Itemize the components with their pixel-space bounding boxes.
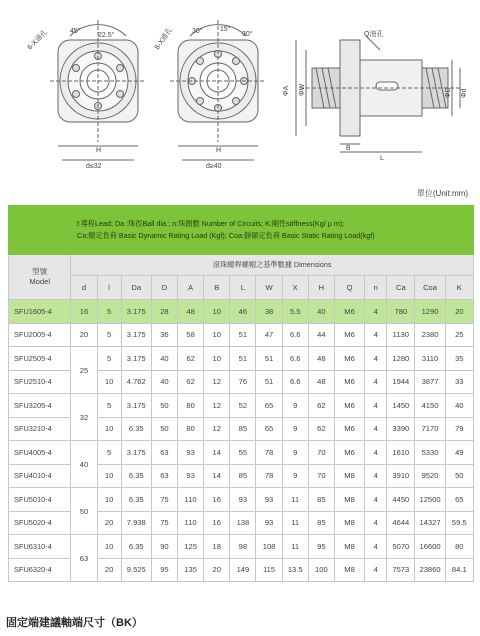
model-cell: SFU5020-4 <box>9 511 71 535</box>
value-cell: 76 <box>230 370 256 394</box>
value-cell: 85 <box>230 464 256 488</box>
value-cell: 4 <box>365 488 387 512</box>
value-cell: 1610 <box>387 441 415 465</box>
value-cell: 10 <box>97 464 121 488</box>
value-cell: 3.175 <box>121 394 151 418</box>
value-cell: 5 <box>97 441 121 465</box>
flange2-dim-h: H <box>216 147 222 154</box>
value-cell: 12 <box>204 417 230 441</box>
value-cell: 4450 <box>387 488 415 512</box>
flange1-holes: 6-X通孔 <box>26 28 50 52</box>
model-cell: SFU4010-4 <box>9 464 71 488</box>
value-cell: 75 <box>151 511 177 535</box>
value-cell: 50 <box>151 394 177 418</box>
value-cell: 11 <box>282 511 308 535</box>
model-header-en: Model <box>29 277 51 286</box>
value-cell: 12500 <box>415 488 445 512</box>
nut-side-drawing <box>296 36 460 152</box>
table-row <box>9 535 474 559</box>
flange1-dim-h: H <box>96 147 102 154</box>
value-cell: 115 <box>256 558 282 582</box>
column-header-row <box>9 276 474 300</box>
value-cell: 6.6 <box>282 347 308 371</box>
value-cell: 3.175 <box>121 347 151 371</box>
value-cell: 33 <box>445 370 473 394</box>
flange1-dim-d: d≤32 <box>86 163 102 170</box>
value-cell: 93 <box>230 488 256 512</box>
value-cell: 18 <box>204 535 230 559</box>
value-cell: 93 <box>256 488 282 512</box>
shaft-diameter-cell: 63 <box>71 535 97 582</box>
value-cell: 63 <box>151 464 177 488</box>
value-cell: 5070 <box>387 535 415 559</box>
table-row <box>9 300 474 324</box>
value-cell: 70 <box>308 464 334 488</box>
column-header: d <box>71 276 97 300</box>
value-cell: 78 <box>256 464 282 488</box>
value-cell: 4 <box>365 323 387 347</box>
value-cell: 58 <box>178 323 204 347</box>
value-cell: 70 <box>308 441 334 465</box>
value-cell: 6.35 <box>121 488 151 512</box>
value-cell: M8 <box>334 464 364 488</box>
value-cell: 149 <box>230 558 256 582</box>
value-cell: 6.6 <box>282 323 308 347</box>
value-cell: 44 <box>308 323 334 347</box>
value-cell: 49 <box>445 441 473 465</box>
model-cell: SFU4005-4 <box>9 441 71 465</box>
section-footer-title: 固定端建議軸端尺寸（BK） <box>6 617 143 629</box>
value-cell: 5330 <box>415 441 445 465</box>
value-cell: 28 <box>151 300 177 324</box>
value-cell: M8 <box>334 558 364 582</box>
value-cell: 55 <box>230 441 256 465</box>
model-cell: SFU1605-4 <box>9 300 71 324</box>
side-q-label: Q油孔 <box>364 31 384 38</box>
table-row <box>9 323 474 347</box>
model-header-zh: 型號 <box>32 267 48 276</box>
shaft-diameter-cell: 32 <box>71 394 97 441</box>
legend-line-1: l:導程Lead; Da :珠徑Ball dia.; n:珠圈數 Number of Circuits; K:剛性stiffness(Kg/ μ m); <box>77 219 345 228</box>
model-cell: SFU2005-4 <box>9 323 71 347</box>
value-cell: 85 <box>308 511 334 535</box>
column-header: Ca <box>387 276 415 300</box>
value-cell: M6 <box>334 370 364 394</box>
value-cell: 80 <box>178 417 204 441</box>
flange2-holes: 8-X通孔 <box>153 26 174 52</box>
value-cell: 84.1 <box>445 558 473 582</box>
value-cell: 1944 <box>387 370 415 394</box>
value-cell: 4 <box>365 464 387 488</box>
value-cell: 3390 <box>387 417 415 441</box>
value-cell: 90 <box>151 535 177 559</box>
column-header: n <box>365 276 387 300</box>
value-cell: 48 <box>178 300 204 324</box>
value-cell: 20 <box>204 558 230 582</box>
value-cell: 3110 <box>415 347 445 371</box>
value-cell: 6.35 <box>121 417 151 441</box>
value-cell: 85 <box>308 488 334 512</box>
value-cell: 80 <box>178 394 204 418</box>
table-row <box>9 441 474 465</box>
model-header <box>9 255 71 300</box>
value-cell: 93 <box>256 511 282 535</box>
value-cell: 51 <box>256 347 282 371</box>
value-cell: 62 <box>308 417 334 441</box>
value-cell: 95 <box>308 535 334 559</box>
value-cell: 59.5 <box>445 511 473 535</box>
model-cell: SFU3210-4 <box>9 417 71 441</box>
value-cell: 14 <box>204 441 230 465</box>
column-header: L <box>230 276 256 300</box>
value-cell: 79 <box>445 417 473 441</box>
value-cell: 40 <box>308 300 334 324</box>
value-cell: 125 <box>178 535 204 559</box>
value-cell: 51 <box>230 323 256 347</box>
value-cell: 16 <box>204 488 230 512</box>
flange2-angle2: 15° <box>220 26 231 33</box>
value-cell: 40 <box>445 394 473 418</box>
value-cell: 20 <box>445 300 473 324</box>
value-cell: 98 <box>230 535 256 559</box>
value-cell: 50 <box>151 417 177 441</box>
value-cell: M6 <box>334 300 364 324</box>
value-cell: 93 <box>178 464 204 488</box>
value-cell: M8 <box>334 488 364 512</box>
column-header: B <box>204 276 230 300</box>
value-cell: 23860 <box>415 558 445 582</box>
unit-label: 單位(Unit:mm) <box>416 189 468 198</box>
flange1-angle1: 45° <box>70 28 81 35</box>
value-cell: 6.6 <box>282 370 308 394</box>
column-header: D <box>151 276 177 300</box>
column-header: W <box>256 276 282 300</box>
value-cell: 11 <box>282 535 308 559</box>
dimensions-header: 滾珠螺桿螺帽之基準數據 Dimensions <box>71 255 474 276</box>
column-header: Da <box>121 276 151 300</box>
model-cell: SFU5010-4 <box>9 488 71 512</box>
value-cell: 85 <box>230 417 256 441</box>
table-row <box>9 394 474 418</box>
value-cell: 1450 <box>387 394 415 418</box>
value-cell: 4 <box>365 347 387 371</box>
value-cell: 1280 <box>387 347 415 371</box>
value-cell: 47 <box>256 323 282 347</box>
value-cell: 65 <box>256 394 282 418</box>
spec-table <box>8 205 474 582</box>
side-phi-w: ΦW <box>299 83 306 96</box>
value-cell: 10 <box>97 488 121 512</box>
value-cell: 14327 <box>415 511 445 535</box>
model-cell: SFU3205-4 <box>9 394 71 418</box>
shaft-diameter-cell: 20 <box>71 323 97 347</box>
value-cell: 7573 <box>387 558 415 582</box>
value-cell: 10 <box>97 370 121 394</box>
value-cell: 12 <box>204 394 230 418</box>
side-phi-d: ΦD <box>445 87 452 98</box>
value-cell: 10 <box>204 347 230 371</box>
value-cell: 4 <box>365 558 387 582</box>
column-header: l <box>97 276 121 300</box>
value-cell: 40 <box>151 347 177 371</box>
value-cell: 40 <box>151 370 177 394</box>
value-cell: 16600 <box>415 535 445 559</box>
value-cell: 9 <box>282 441 308 465</box>
value-cell: 93 <box>178 441 204 465</box>
flange2-angle3: 30° <box>242 31 253 38</box>
value-cell: 13.5 <box>282 558 308 582</box>
value-cell: 5.5 <box>282 300 308 324</box>
value-cell: 2380 <box>415 323 445 347</box>
value-cell: 110 <box>178 488 204 512</box>
column-header: K <box>445 276 473 300</box>
value-cell: 10 <box>97 535 121 559</box>
value-cell: 20 <box>97 511 121 535</box>
value-cell: 80 <box>445 535 473 559</box>
value-cell: 3.175 <box>121 300 151 324</box>
model-cell: SFU6320-4 <box>9 558 71 582</box>
value-cell: 10 <box>204 300 230 324</box>
flange2-dim-d: d≥40 <box>206 163 222 170</box>
value-cell: 100 <box>308 558 334 582</box>
value-cell: 108 <box>256 535 282 559</box>
value-cell: 9.525 <box>121 558 151 582</box>
model-cell: SFU2510-4 <box>9 370 71 394</box>
value-cell: 4 <box>365 511 387 535</box>
legend-box <box>9 206 474 255</box>
value-cell: 5 <box>97 394 121 418</box>
value-cell: 6.35 <box>121 464 151 488</box>
shaft-diameter-cell: 25 <box>71 347 97 394</box>
value-cell: 95 <box>151 558 177 582</box>
value-cell: 38 <box>256 300 282 324</box>
column-header: Coa <box>415 276 445 300</box>
value-cell: 135 <box>178 558 204 582</box>
value-cell: 36 <box>151 323 177 347</box>
column-header: A <box>178 276 204 300</box>
value-cell: 62 <box>308 394 334 418</box>
value-cell: 1130 <box>387 323 415 347</box>
shaft-diameter-cell: 16 <box>71 300 97 324</box>
value-cell: 14 <box>204 464 230 488</box>
value-cell: 16 <box>204 511 230 535</box>
value-cell: 10 <box>204 323 230 347</box>
column-header: H <box>308 276 334 300</box>
value-cell: 4 <box>365 535 387 559</box>
value-cell: 12 <box>204 370 230 394</box>
value-cell: M8 <box>334 511 364 535</box>
value-cell: 3.175 <box>121 323 151 347</box>
flange-drawing-small <box>50 20 146 160</box>
value-cell: 4 <box>365 370 387 394</box>
value-cell: M6 <box>334 394 364 418</box>
value-cell: 51 <box>230 347 256 371</box>
value-cell: 9 <box>282 417 308 441</box>
value-cell: 11 <box>282 488 308 512</box>
value-cell: 780 <box>387 300 415 324</box>
value-cell: 4 <box>365 417 387 441</box>
technical-drawings <box>0 0 480 180</box>
value-cell: 62 <box>178 347 204 371</box>
value-cell: 48 <box>308 370 334 394</box>
side-dim-l: L <box>380 155 384 162</box>
value-cell: 78 <box>256 441 282 465</box>
table-row <box>9 347 474 371</box>
value-cell: 50 <box>445 464 473 488</box>
flange-drawing-large <box>170 20 266 160</box>
value-cell: 110 <box>178 511 204 535</box>
value-cell: 4.762 <box>121 370 151 394</box>
value-cell: 9520 <box>415 464 445 488</box>
value-cell: 7170 <box>415 417 445 441</box>
value-cell: 3910 <box>387 464 415 488</box>
model-cell: SFU6310-4 <box>9 535 71 559</box>
value-cell: M6 <box>334 323 364 347</box>
value-cell: 52 <box>230 394 256 418</box>
value-cell: 3877 <box>415 370 445 394</box>
value-cell: 3.175 <box>121 441 151 465</box>
value-cell: 5 <box>97 300 121 324</box>
value-cell: 46 <box>230 300 256 324</box>
value-cell: 65 <box>256 417 282 441</box>
value-cell: 5 <box>97 323 121 347</box>
flange2-angle1: 30° <box>192 28 203 35</box>
side-dim-b: B <box>346 145 351 152</box>
value-cell: 6.35 <box>121 535 151 559</box>
value-cell: 4150 <box>415 394 445 418</box>
column-header: Q <box>334 276 364 300</box>
value-cell: 1290 <box>415 300 445 324</box>
value-cell: M8 <box>334 535 364 559</box>
value-cell: 62 <box>178 370 204 394</box>
value-cell: M6 <box>334 417 364 441</box>
value-cell: 10 <box>97 417 121 441</box>
side-phi-a: ΦA <box>283 85 290 96</box>
value-cell: 63 <box>151 441 177 465</box>
value-cell: M6 <box>334 441 364 465</box>
shaft-diameter-cell: 40 <box>71 441 97 488</box>
side-phi-d-small: Φd <box>461 88 468 98</box>
value-cell: 65 <box>445 488 473 512</box>
value-cell: 35 <box>445 347 473 371</box>
value-cell: 138 <box>230 511 256 535</box>
value-cell: 48 <box>308 347 334 371</box>
shaft-diameter-cell: 50 <box>71 488 97 535</box>
value-cell: 4 <box>365 441 387 465</box>
value-cell: 75 <box>151 488 177 512</box>
value-cell: 25 <box>445 323 473 347</box>
flange1-angle2: 22.5° <box>98 32 115 39</box>
value-cell: 4 <box>365 394 387 418</box>
model-cell: SFU2505-4 <box>9 347 71 371</box>
value-cell: 9 <box>282 394 308 418</box>
spec-body <box>9 300 474 582</box>
table-row <box>9 488 474 512</box>
value-cell: 51 <box>256 370 282 394</box>
value-cell: 5 <box>97 347 121 371</box>
value-cell: 9 <box>282 464 308 488</box>
value-cell: 7.938 <box>121 511 151 535</box>
value-cell: 4 <box>365 300 387 324</box>
value-cell: M6 <box>334 347 364 371</box>
value-cell: 4644 <box>387 511 415 535</box>
value-cell: 20 <box>97 558 121 582</box>
legend-line-2: Ca:額定負荷 Basic Dynamic Rating Load (Kgf); Coa:靜額定負荷 Basic Static Rating Load(kgf) <box>77 231 375 240</box>
column-header: X <box>282 276 308 300</box>
